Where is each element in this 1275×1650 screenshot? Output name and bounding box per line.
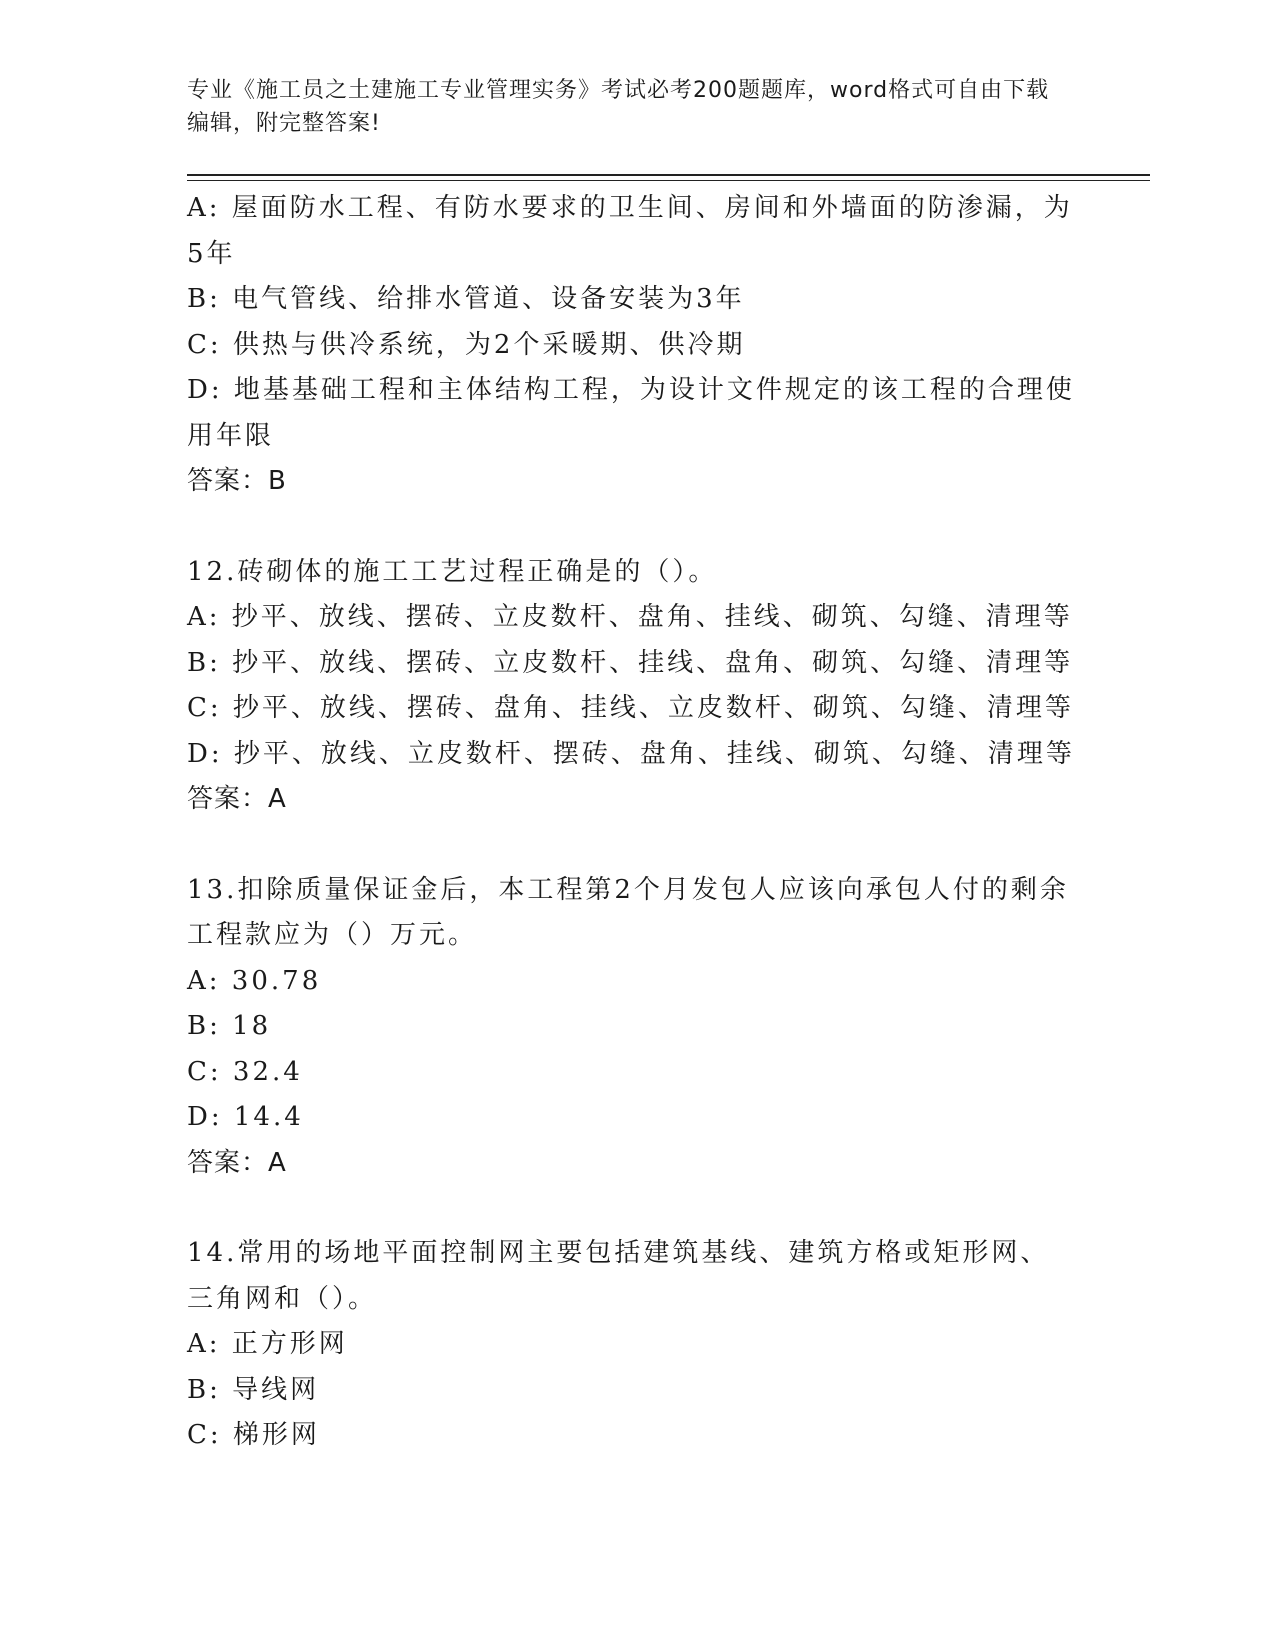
option-c: C: 梯形网	[187, 1420, 320, 1450]
question-stem: 13.扣除质量保证金后，本工程第2个月发包人应该向承包人付的剩余工程款应为（）万元。	[187, 874, 1069, 950]
question-content	[187, 186, 1077, 1459]
question-block-11	[187, 186, 1077, 505]
question-block-14	[187, 1231, 1077, 1459]
spacer	[187, 1186, 1077, 1231]
option-b: B: 18	[187, 1011, 272, 1041]
header-rule-thick	[187, 174, 1150, 176]
question-stem: 14.常用的场地平面控制网主要包括建筑基线、建筑方格或矩形网、三角网和（）。	[187, 1238, 1050, 1314]
spacer	[187, 505, 1077, 550]
option-c: C: 抄平、放线、摆砖、盘角、挂线、立皮数杆、砌筑、勾缝、清理等	[187, 693, 1074, 723]
answer-line: 答案：A	[187, 784, 287, 814]
header-rule-thin	[187, 180, 1150, 181]
option-a: A: 正方形网	[187, 1329, 348, 1359]
spacer	[187, 823, 1077, 868]
answer-line: 答案：A	[187, 1147, 287, 1178]
option-d: D: 抄平、放线、立皮数杆、摆砖、盘角、挂线、砌筑、勾缝、清理等	[187, 738, 1075, 769]
option-c: C: 供热与供冷系统，为2个采暖期、供冷期	[187, 329, 746, 360]
option-b: B: 抄平、放线、摆砖、立皮数杆、挂线、盘角、砌筑、勾缝、清理等	[187, 647, 1074, 678]
question-block-12	[187, 550, 1077, 823]
option-b: B: 电气管线、给排水管道、设备安装为3年	[187, 284, 745, 314]
option-c: C: 32.4	[187, 1056, 303, 1087]
answer-line: 答案：B	[187, 466, 287, 496]
question-block-13	[187, 868, 1077, 1187]
document-header: 专业《施工员之土建施工专业管理实务》考试必考200题题库，word格式可自由下载编辑，附完整答案!	[187, 78, 1050, 136]
option-d: D: 地基基础工程和主体结构工程，为设计文件规定的该工程的合理使用年限	[187, 375, 1075, 451]
option-d: D: 14.4	[187, 1102, 304, 1132]
question-stem: 12.砖砌体的施工工艺过程正确是的（）。	[187, 556, 718, 587]
option-a: A: 30.78	[187, 965, 322, 996]
option-b: B: 导线网	[187, 1374, 320, 1405]
option-a: A: 屋面防水工程、有防水要求的卫生间、房间和外墙面的防渗漏，为5年	[187, 193, 1073, 269]
option-a: A: 抄平、放线、摆砖、立皮数杆、盘角、挂线、砌筑、勾缝、清理等	[187, 602, 1073, 632]
